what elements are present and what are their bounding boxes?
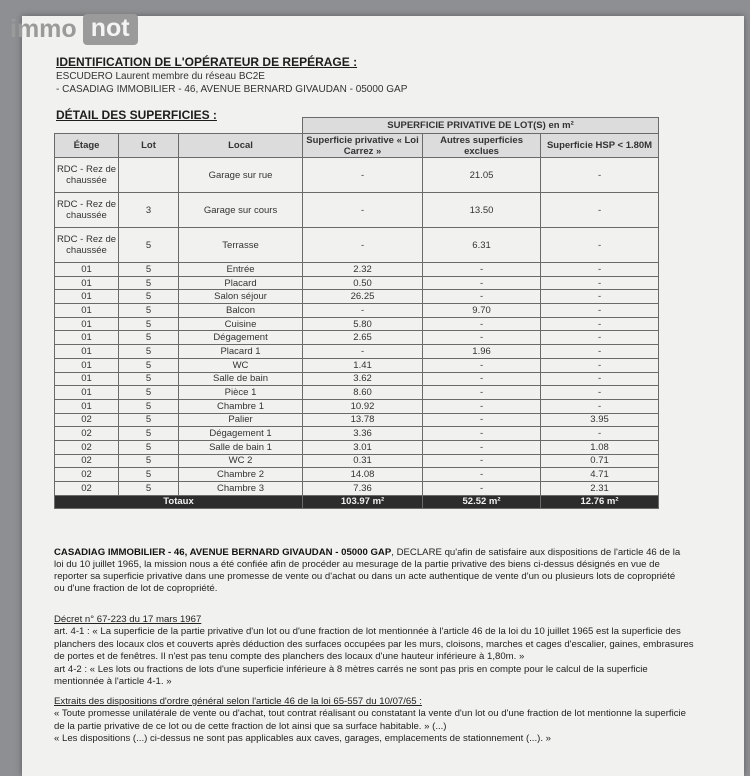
- cell-exclues: -: [423, 317, 541, 331]
- cell-etage: 01: [55, 304, 119, 318]
- cell-exclues: -: [423, 482, 541, 496]
- totals-label: Totaux: [55, 495, 303, 508]
- logo-text-immo: immo: [10, 14, 77, 43]
- table-row: [55, 468, 659, 482]
- cell-local: Salle de bain: [179, 372, 303, 386]
- cell-hsp: -: [541, 358, 659, 372]
- cell-hsp: -: [541, 276, 659, 290]
- cell-hsp: -: [541, 158, 659, 193]
- cell-etage: 02: [55, 454, 119, 468]
- table-row: [55, 482, 659, 496]
- cell-exclues: -: [423, 263, 541, 277]
- cell-etage: 02: [55, 440, 119, 454]
- cell-exclues: -: [423, 290, 541, 304]
- table-row: [55, 386, 659, 400]
- decret-section: [54, 614, 694, 688]
- cell-local: Entrée: [179, 263, 303, 277]
- cell-exclues: 21.05: [423, 158, 541, 193]
- cell-carrez: 0.31: [303, 454, 423, 468]
- cell-local: Dégagement 1: [179, 427, 303, 441]
- cell-etage: 02: [55, 413, 119, 427]
- cell-etage: 01: [55, 345, 119, 359]
- table-row: [55, 399, 659, 413]
- cell-carrez: -: [303, 193, 423, 228]
- detail-title: DÉTAIL DES SUPERFICIES :: [56, 108, 217, 122]
- cell-exclues: -: [423, 413, 541, 427]
- cell-carrez: 3.36: [303, 427, 423, 441]
- cell-lot: 5: [119, 228, 179, 263]
- cell-carrez: 14.08: [303, 468, 423, 482]
- cell-etage: 01: [55, 276, 119, 290]
- cell-lot: 5: [119, 263, 179, 277]
- cell-lot: 5: [119, 413, 179, 427]
- extraits-line-2: « Les dispositions (...) ci-dessus ne sont pas applicables aux caves, garages, emplacements de stationnement (...). »: [54, 733, 552, 745]
- cell-local: Balcon: [179, 304, 303, 318]
- header-lot: Lot: [119, 134, 179, 158]
- cell-exclues: -: [423, 331, 541, 345]
- cell-etage: 01: [55, 317, 119, 331]
- cell-hsp: -: [541, 399, 659, 413]
- cell-carrez: 10.92: [303, 399, 423, 413]
- cell-etage: 01: [55, 263, 119, 277]
- cell-hsp: 4.71: [541, 468, 659, 482]
- table-row: [55, 358, 659, 372]
- table-row: [55, 317, 659, 331]
- decret-art-4-2: art 4-2 : « Les lots ou fractions de lots d'une superficie inférieure à 8 mètres carrés ne sont pas pris en compte pour le calcul de la superficie mentionnée à l'article 4-1. »: [54, 663, 648, 688]
- cell-exclues: -: [423, 276, 541, 290]
- extraits-title: Extraits des dispositions d'ordre général selon l'article 46 de la loi 65-557 du 10/07/65 :: [54, 696, 422, 707]
- cell-lot: 5: [119, 317, 179, 331]
- cell-exclues: -: [423, 358, 541, 372]
- cell-local: Placard: [179, 276, 303, 290]
- total-hsp: 12.76 m²: [541, 495, 659, 508]
- cell-exclues: -: [423, 454, 541, 468]
- cell-lot: 5: [119, 386, 179, 400]
- group-header: SUPERFICIE PRIVATIVE DE LOT(S) en m²: [303, 118, 659, 134]
- cell-local: WC 2: [179, 454, 303, 468]
- cell-hsp: 2.31: [541, 482, 659, 496]
- cell-local: Palier: [179, 413, 303, 427]
- cell-etage: RDC - Rez de chaussée: [55, 193, 119, 228]
- table-row: [55, 427, 659, 441]
- cell-carrez: 2.32: [303, 263, 423, 277]
- cell-exclues: 1.96: [423, 345, 541, 359]
- table-row: [55, 193, 659, 228]
- cell-exclues: -: [423, 427, 541, 441]
- cell-hsp: 1.08: [541, 440, 659, 454]
- cell-lot: 5: [119, 304, 179, 318]
- declaration-company: CASADIAG IMMOBILIER - 46, AVENUE BERNARD GIVAUDAN - 05000 GAP: [54, 547, 392, 558]
- cell-carrez: 1.41: [303, 358, 423, 372]
- declaration-text: , DECLARE qu'afin de satisfaire aux dispositions de l'article 46 de la loi du 10 juillet 1965, la mission nous a été confiée afin de procéder au mesurage de la partie privative des biens ci-dessus désignés en vue de reporter sa superficie privative dans une promesse de vente ou d'achat ou dans un acte authentique de vente d'un ou plusieurs lots de copropriété ou d'une fraction de lot de copropriété.: [54, 547, 681, 594]
- decret-title: Décret n° 67-223 du 17 mars 1967: [54, 614, 202, 625]
- cell-hsp: -: [541, 317, 659, 331]
- cell-local: Salon séjour: [179, 290, 303, 304]
- cell-lot: 5: [119, 454, 179, 468]
- cell-hsp: -: [541, 263, 659, 277]
- cell-local: Chambre 3: [179, 482, 303, 496]
- cell-local: Dégagement: [179, 331, 303, 345]
- cell-hsp: 0.71: [541, 454, 659, 468]
- cell-carrez: -: [303, 158, 423, 193]
- cell-lot: 5: [119, 440, 179, 454]
- cell-lot: 5: [119, 372, 179, 386]
- cell-lot: [119, 158, 179, 193]
- cell-local: Placard 1: [179, 345, 303, 359]
- cell-exclues: -: [423, 372, 541, 386]
- cell-exclues: -: [423, 399, 541, 413]
- cell-carrez: -: [303, 228, 423, 263]
- header-exclues: Autres superficies exclues: [423, 134, 541, 158]
- cell-etage: RDC - Rez de chaussée: [55, 158, 119, 193]
- table-row: [55, 331, 659, 345]
- total-exclues: 52.52 m²: [423, 495, 541, 508]
- immonot-logo: [4, 11, 138, 47]
- table-row: [55, 304, 659, 318]
- header-hsp: Superficie HSP < 1.80M: [541, 134, 659, 158]
- cell-exclues: -: [423, 468, 541, 482]
- cell-carrez: -: [303, 304, 423, 318]
- cell-hsp: -: [541, 345, 659, 359]
- cell-hsp: -: [541, 304, 659, 318]
- cell-etage: 01: [55, 290, 119, 304]
- cell-hsp: 3.95: [541, 413, 659, 427]
- cell-lot: 3: [119, 193, 179, 228]
- cell-etage: RDC - Rez de chaussée: [55, 228, 119, 263]
- header-local: Local: [179, 134, 303, 158]
- table-row: [55, 454, 659, 468]
- cell-etage: 01: [55, 331, 119, 345]
- cell-local: Salle de bain 1: [179, 440, 303, 454]
- cell-hsp: -: [541, 193, 659, 228]
- cell-exclues: -: [423, 386, 541, 400]
- cell-carrez: 0.50: [303, 276, 423, 290]
- cell-carrez: 13.78: [303, 413, 423, 427]
- cell-local: Cuisine: [179, 317, 303, 331]
- table-row: [55, 413, 659, 427]
- table-row: [55, 290, 659, 304]
- logo-text-not: not: [83, 14, 138, 45]
- cell-carrez: -: [303, 345, 423, 359]
- table-row: [55, 345, 659, 359]
- cell-lot: 5: [119, 345, 179, 359]
- cell-carrez: 26.25: [303, 290, 423, 304]
- extraits-line-1: « Toute promesse unilatérale de vente ou d'achat, tout contrat réalisant ou constatant la vente d'un lot ou d'une fraction de lot mentionne la superficie de la partie privative de ce lot ou de cette fraction de lot ainsi que sa surface habitable. » (...): [54, 708, 686, 732]
- declaration: [54, 547, 684, 595]
- cell-etage: 02: [55, 468, 119, 482]
- cell-lot: 5: [119, 290, 179, 304]
- cell-local: Terrasse: [179, 228, 303, 263]
- table-row: [55, 276, 659, 290]
- cell-local: Garage sur rue: [179, 158, 303, 193]
- cell-lot: 5: [119, 482, 179, 496]
- cell-local: WC: [179, 358, 303, 372]
- header-carrez: Superficie privative « Loi Carrez »: [303, 134, 423, 158]
- cell-etage: 01: [55, 372, 119, 386]
- cell-hsp: -: [541, 331, 659, 345]
- cell-carrez: 2.65: [303, 331, 423, 345]
- decret-art-4-1: art. 4-1 : « La superficie de la partie privative d'un lot ou d'une fraction de lot mentionnée à l'article 46 de la loi du 10 juillet 1965 est la superficie des planchers des locaux clos et couverts après déduction des surfaces occupées par les murs, cloisons, marches et cages d'escalier, gaines, embrasures de portes et de fenêtres. Il n'est pas tenu compte des planchers des locaux d'une hauteur inférieure à 1,80m. »: [54, 626, 694, 663]
- cell-etage: 01: [55, 386, 119, 400]
- cell-local: Chambre 1: [179, 399, 303, 413]
- cell-local: Garage sur cours: [179, 193, 303, 228]
- cell-exclues: 9.70: [423, 304, 541, 318]
- cell-hsp: -: [541, 290, 659, 304]
- cell-lot: 5: [119, 399, 179, 413]
- cell-etage: 02: [55, 427, 119, 441]
- cell-lot: 5: [119, 276, 179, 290]
- total-carrez: 103.97 m²: [303, 495, 423, 508]
- ident-title: IDENTIFICATION DE L'OPÉRATEUR DE REPÉRAGE :: [56, 55, 358, 69]
- cell-exclues: -: [423, 440, 541, 454]
- cell-hsp: -: [541, 372, 659, 386]
- cell-lot: 5: [119, 468, 179, 482]
- cell-local: Pièce 1: [179, 386, 303, 400]
- cell-lot: 5: [119, 427, 179, 441]
- cell-hsp: -: [541, 427, 659, 441]
- cell-carrez: 3.62: [303, 372, 423, 386]
- table-row: [55, 263, 659, 277]
- table-row: [55, 440, 659, 454]
- cell-hsp: -: [541, 386, 659, 400]
- cell-local: Chambre 2: [179, 468, 303, 482]
- cell-carrez: 7.36: [303, 482, 423, 496]
- cell-exclues: 6.31: [423, 228, 541, 263]
- cell-etage: 01: [55, 358, 119, 372]
- cell-lot: 5: [119, 358, 179, 372]
- table-row: [55, 158, 659, 193]
- cell-carrez: 8.60: [303, 386, 423, 400]
- table-row: [55, 228, 659, 263]
- table-row: [55, 372, 659, 386]
- superficies-table: [54, 117, 659, 509]
- cell-carrez: 5.80: [303, 317, 423, 331]
- header-etage: Étage: [55, 134, 119, 158]
- cell-etage: 01: [55, 399, 119, 413]
- extraits-section: [54, 696, 694, 746]
- ident-line-1: ESCUDERO Laurent membre du réseau BC2E: [56, 71, 265, 82]
- cell-lot: 5: [119, 331, 179, 345]
- ident-line-2: - CASADIAG IMMOBILIER - 46, AVENUE BERNARD GIVAUDAN - 05000 GAP: [56, 84, 408, 95]
- cell-etage: 02: [55, 482, 119, 496]
- cell-exclues: 13.50: [423, 193, 541, 228]
- cell-hsp: -: [541, 228, 659, 263]
- cell-carrez: 3.01: [303, 440, 423, 454]
